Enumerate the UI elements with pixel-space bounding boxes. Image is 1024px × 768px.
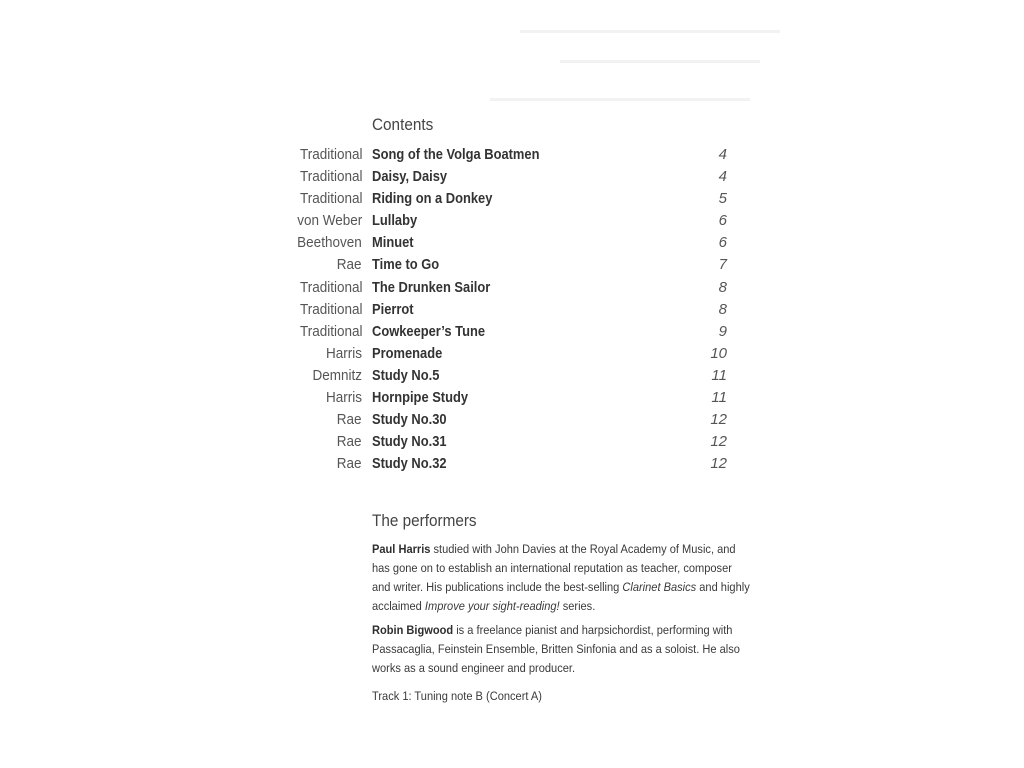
toc-title: The Drunken Sailor bbox=[372, 278, 491, 296]
contents-heading: Contents bbox=[372, 115, 434, 134]
bleed-through-mark bbox=[520, 30, 780, 33]
toc-title: Promenade bbox=[372, 344, 443, 362]
toc-page-number: 8 bbox=[718, 278, 727, 296]
toc-row bbox=[0, 343, 1024, 365]
track-note: Track 1: Tuning note B (Concert A) bbox=[372, 689, 542, 703]
toc-composer: Traditional bbox=[299, 278, 362, 296]
toc-row bbox=[0, 232, 1024, 254]
toc-composer: Traditional bbox=[299, 300, 362, 318]
bleed-through-mark bbox=[560, 60, 760, 63]
book-title: Improve your sight-reading! bbox=[424, 599, 560, 613]
toc-row bbox=[0, 321, 1024, 343]
toc-page-number: 6 bbox=[718, 212, 727, 230]
toc-composer: Rae bbox=[337, 256, 362, 274]
toc-title: Riding on a Donkey bbox=[372, 190, 493, 208]
toc-row bbox=[0, 166, 1024, 188]
toc-composer: Harris bbox=[326, 344, 362, 362]
toc-composer: Rae bbox=[337, 455, 362, 473]
toc-title: Study No.32 bbox=[372, 455, 447, 473]
toc-title: Study No.30 bbox=[372, 411, 447, 429]
bio-text: studied with John Davies at the Royal Academy of Music, and has gone on to establish an international reputation as teacher, composer and writer. His publications include the best-selling bbox=[372, 542, 736, 594]
toc-page-number: 10 bbox=[710, 344, 727, 362]
toc-composer: Traditional bbox=[299, 168, 362, 186]
toc-page-number: 7 bbox=[718, 256, 727, 274]
toc-row bbox=[0, 299, 1024, 321]
toc-title: Minuet bbox=[372, 234, 414, 252]
toc-row bbox=[0, 387, 1024, 409]
toc-composer: Traditional bbox=[299, 322, 362, 340]
toc-page-number: 12 bbox=[710, 455, 727, 473]
toc-page-number: 12 bbox=[710, 433, 727, 451]
toc-composer: Demnitz bbox=[312, 366, 362, 384]
toc-row bbox=[0, 188, 1024, 210]
bio-text: series. bbox=[559, 599, 596, 613]
toc-row bbox=[0, 210, 1024, 232]
toc-row bbox=[0, 431, 1024, 453]
toc-row bbox=[0, 453, 1024, 475]
toc-page-number: 4 bbox=[718, 146, 727, 163]
bio-paul-harris bbox=[372, 540, 750, 616]
toc-row bbox=[0, 365, 1024, 387]
toc-title: Time to Go bbox=[372, 256, 440, 274]
toc-page-number: 5 bbox=[718, 190, 727, 208]
bio-name: Paul Harris bbox=[372, 542, 431, 556]
toc-composer: Traditional bbox=[299, 190, 362, 208]
bio-robin-bigwood bbox=[372, 621, 750, 678]
toc-row bbox=[0, 409, 1024, 431]
toc-title: Lullaby bbox=[372, 212, 418, 230]
toc-page-number: 6 bbox=[718, 234, 727, 252]
toc-title: Cowkeeper’s Tune bbox=[372, 322, 486, 340]
toc-title: Pierrot bbox=[372, 300, 414, 318]
toc-title: Study No.31 bbox=[372, 433, 447, 451]
toc-composer: Rae bbox=[337, 411, 362, 429]
table-of-contents bbox=[0, 144, 1024, 475]
toc-row bbox=[0, 254, 1024, 276]
toc-page-number: 12 bbox=[710, 411, 727, 429]
toc-composer: Traditional bbox=[299, 146, 362, 163]
bio-name: Robin Bigwood bbox=[372, 623, 454, 637]
bleed-through-mark bbox=[490, 98, 750, 101]
book-title: Clarinet Basics bbox=[622, 580, 697, 594]
toc-row bbox=[0, 144, 1024, 166]
toc-title: Song of the Volga Boatmen bbox=[372, 146, 540, 163]
toc-page-number: 4 bbox=[718, 168, 727, 186]
toc-title: Hornpipe Study bbox=[372, 389, 469, 407]
toc-composer: Rae bbox=[337, 433, 362, 451]
toc-composer: Harris bbox=[326, 389, 362, 407]
toc-page-number: 11 bbox=[711, 366, 727, 384]
toc-page-number: 9 bbox=[718, 322, 727, 340]
bio-text: is a freelance pianist and harpsichordist, performing with Passacaglia, Feinstein Ensemble, Britten Sinfonia and as a soloist. He also works as a sound engineer and producer. bbox=[372, 623, 740, 675]
toc-title: Study No.5 bbox=[372, 366, 440, 384]
toc-page-number: 11 bbox=[711, 389, 727, 407]
bio-text: and highly acclaimed bbox=[372, 580, 750, 613]
toc-title: Daisy, Daisy bbox=[372, 168, 448, 186]
toc-composer: von Weber bbox=[296, 212, 362, 230]
performers-heading: The performers bbox=[372, 511, 477, 530]
toc-page-number: 8 bbox=[718, 300, 727, 318]
toc-row bbox=[0, 277, 1024, 299]
toc-composer: Beethoven bbox=[297, 234, 362, 252]
